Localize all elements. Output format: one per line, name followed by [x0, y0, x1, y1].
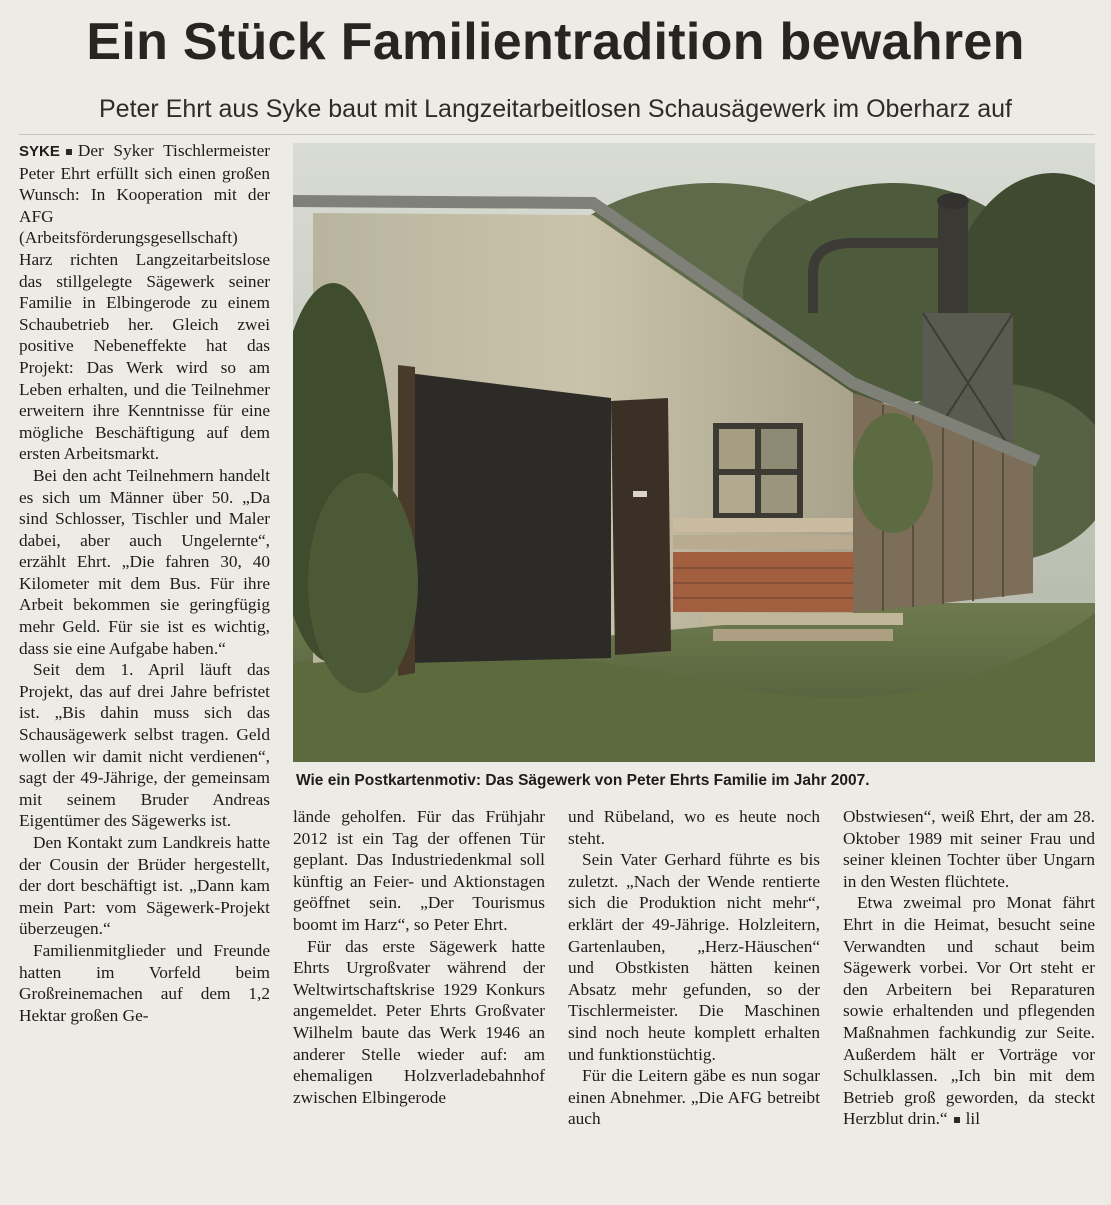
paragraph: Für die Leitern gäbe es nun sogar einen Abnehmer. „Die AFG betreibt auch — [568, 1066, 820, 1129]
photo-caption: Wie ein Postkartenmotiv: Das Sägewerk von Peter Ehrts Familie im Jahr 2007. — [296, 772, 870, 789]
sawmill-photo-illustration — [293, 143, 1095, 762]
dateline: SYKE — [19, 143, 60, 160]
article-column-4 — [843, 806, 1095, 1130]
divider — [19, 134, 1095, 135]
article-column-3 — [568, 806, 820, 1130]
paragraph: und Rübeland, wo es heute noch steht. — [568, 807, 820, 848]
bullet-square-icon — [66, 149, 72, 155]
paragraph — [19, 140, 270, 465]
author-initials: lil — [965, 1109, 981, 1129]
paragraph: lände geholfen. Für das Frühjahr 2012 ist ein Tag der offenen Tür geplant. Das Industriedenkmal soll künftig an Feier- und Aktionstagen geöffnet sein. „Der Tourismus boomt im Harz“, so Peter Ehrt. — [293, 807, 545, 934]
paragraph: Obstwiesen“, weiß Ehrt, der am 28. Oktober 1989 mit seiner Frau und seiner kleinen Tochter über Ungarn in den Westen flüchtete. — [843, 807, 1095, 891]
subheadline: Peter Ehrt aus Syke baut mit Langzeitarbeitlosen Schausägewerk im Oberharz auf — [99, 95, 1012, 123]
paragraph: Seit dem 1. April läuft das Projekt, das auf drei Jahre befristet ist. „Bis dahin muss sich das Schausägewerk selbst tragen. Geld wollen wir damit nicht verdienen“, sagt der 49-Jährige, der gemeinsam mit seinem Bruder Andreas Eigentümer des Sägewerks ist. — [19, 660, 270, 831]
paragraph: Familienmitglieder und Freunde hatten im Vorfeld beim Großreinemachen auf dem 1,2 Hektar großen Ge- — [19, 940, 270, 1025]
article-column-1 — [19, 140, 270, 1026]
paragraph: Bei den acht Teilnehmern handelt es sich um Männer über 50. „Da sind Schlosser, Tischler und Maler dabei, aber auch Ungelernte“, erzählt Ehrt. „Die fahren 30, 40 Kilometer mit dem Bus. Für ihre Arbeit bekommen sie geringfügig mehr Geld. Für sie ist es wichtig, dass sie eine Aufgabe haben.“ — [19, 465, 270, 658]
article-column-2 — [293, 806, 545, 1108]
headline: Ein Stück Familientradition bewahren — [86, 13, 1025, 71]
paragraph-text: Etwa zweimal pro Monat fährt Ehrt in die Heimat, besucht seine Verwandten und schaut beim Sägewerk vorbei. Vor Ort steht er den Arbeitern bei Reparaturen sowie erhaltenden und pflegenden Maßnahmen fachkundig zur Seite. Außerdem hält er Vorträge vor Schulklassen. „Ich bin mit dem Betrieb groß geworden, da steckt Herzblut drin.“ — [843, 893, 1095, 1129]
paragraph: Sein Vater Gerhard führte es bis zuletzt. „Nach der Wende rentierte sich die Produktion nicht mehr“, erklärt der 49-Jährige. Holzleitern, Gartenlauben, „Herz-Häuschen“ und Obstkisten hätten keinen Absatz mehr gefunden, so der Tischlermeister. Die Maschinen sind noch heute komplett erhalten und funktionstüchtig. — [568, 850, 820, 1064]
paragraph: Den Kontakt zum Landkreis hatte der Cousin der Brüder hergestellt, der dort beschäftigt ist. „Dann kam mein Part: vom Sägewerk-Projekt überzeugen.“ — [19, 833, 270, 939]
bullet-square-icon — [954, 1117, 960, 1123]
sawmill-photo — [293, 143, 1095, 762]
paragraph-text: Der Syker Tischlermeister Peter Ehrt erfüllt sich einen großen Wunsch: In Kooperation mit der AFG (Arbeitsförderungsgesellschaft) Harz richten Langzeitarbeitslose das stillgelegte Sägewerk seiner Familie in Elbingerode zu einem Schaubetrieb her. Gleich zwei positive Nebeneffekte hat das Projekt: Das Werk wird so am Leben erhalten, und die Teilnehmer erweitern ihre Kenntnisse für eine mögliche Beschäftigung auf dem ersten Arbeitsmarkt. — [19, 141, 270, 464]
paragraph: Für das erste Sägewerk hatte Ehrts Urgroßvater während der Weltwirtschaftskrise 1929 Konkurs angemeldet. Peter Ehrts Großvater Wilhelm baute das Werk 1946 an anderer Stelle wieder auf: am ehemaligen Holzverladebahnhof zwischen Elbingerode — [293, 936, 545, 1107]
paragraph — [843, 892, 1095, 1130]
